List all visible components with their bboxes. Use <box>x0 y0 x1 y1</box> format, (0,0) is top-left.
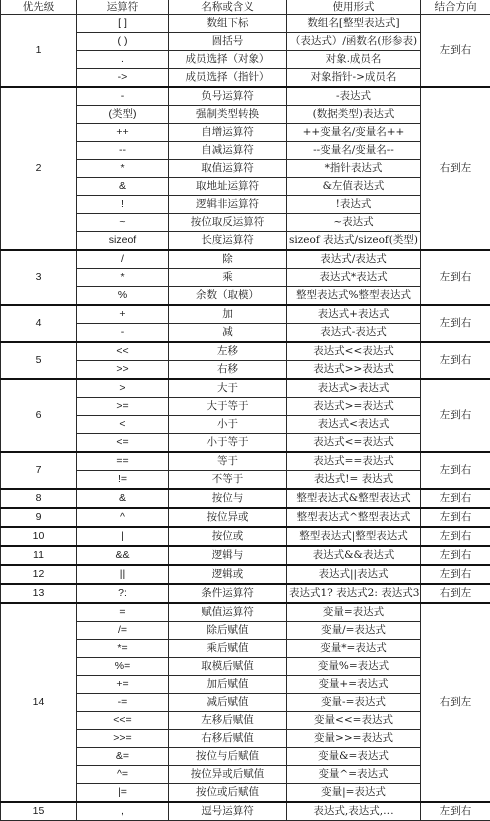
table-row <box>1 565 490 584</box>
name-cell: 长度运算符 <box>169 232 287 251</box>
operator-cell: * <box>77 269 169 287</box>
operator-cell: > <box>77 379 169 398</box>
usage-cell: sizeof 表达式/sizeof(类型) <box>287 232 421 251</box>
name-cell: 数组下标 <box>169 15 287 33</box>
operator-cell: - <box>77 87 169 106</box>
associativity-cell: 左到右 <box>421 250 490 305</box>
name-cell: 按位与后赋值 <box>169 748 287 766</box>
usage-cell: 表达式>>表达式 <box>287 361 421 380</box>
table-row <box>1 603 490 622</box>
usage-cell: 表达式||表达式 <box>287 565 421 584</box>
table-row <box>1 527 490 546</box>
operator-cell: >= <box>77 398 169 416</box>
usage-cell: 数组名[整型表达式] <box>287 15 421 33</box>
name-cell: 按位或 <box>169 527 287 546</box>
operator-cell: & <box>77 489 169 508</box>
priority-cell: 6 <box>1 379 77 452</box>
name-cell: 按位异或后赋值 <box>169 766 287 784</box>
name-cell: 除后赋值 <box>169 622 287 640</box>
name-cell: 余数（取模） <box>169 287 287 306</box>
table-row <box>1 250 490 269</box>
operator-cell: /= <box>77 622 169 640</box>
name-cell: 按位与 <box>169 489 287 508</box>
operator-cell: - <box>77 324 169 343</box>
priority-cell: 4 <box>1 305 77 342</box>
name-cell: 减后赋值 <box>169 694 287 712</box>
operator-cell: >>= <box>77 730 169 748</box>
table-row <box>1 87 490 106</box>
operator-cell: *= <box>77 640 169 658</box>
operator-cell: ^= <box>77 766 169 784</box>
operator-cell: || <box>77 565 169 584</box>
priority-cell: 10 <box>1 527 77 546</box>
usage-cell: 整型表达式&整型表达式 <box>287 489 421 508</box>
name-cell: 按位取反运算符 <box>169 214 287 232</box>
priority-cell: 8 <box>1 489 77 508</box>
operator-cell: -> <box>77 69 169 88</box>
operator-cell: ~ <box>77 214 169 232</box>
name-cell: 右移 <box>169 361 287 380</box>
name-cell: 强制类型转换 <box>169 106 287 124</box>
table-row <box>1 508 490 527</box>
name-cell: 负号运算符 <box>169 87 287 106</box>
usage-cell: 表达式<=表达式 <box>287 434 421 453</box>
table-row <box>1 546 490 565</box>
associativity-cell: 右到左 <box>421 603 490 802</box>
associativity-cell: 左到右 <box>421 305 490 342</box>
usage-cell: 变量&=表达式 <box>287 748 421 766</box>
priority-cell: 5 <box>1 342 77 379</box>
usage-cell: (数据类型)表达式 <box>287 106 421 124</box>
header-row <box>1 0 490 15</box>
header-usage: 使用形式 <box>287 0 421 15</box>
operator-cell: / <box>77 250 169 269</box>
usage-cell: 表达式/表达式 <box>287 250 421 269</box>
usage-cell: --变量名/变量名-- <box>287 142 421 160</box>
associativity-cell: 左到右 <box>421 379 490 452</box>
table-row <box>1 584 490 603</box>
name-cell: 逗号运算符 <box>169 802 287 821</box>
operator-cell: < <box>77 416 169 434</box>
name-cell: 大于等于 <box>169 398 287 416</box>
priority-cell: 1 <box>1 15 77 88</box>
name-cell: 大于 <box>169 379 287 398</box>
name-cell: 按位或后赋值 <box>169 784 287 803</box>
operator-cell: sizeof <box>77 232 169 251</box>
usage-cell: 整型表达式^整型表达式 <box>287 508 421 527</box>
operator-cell: %= <box>77 658 169 676</box>
associativity-cell: 左到右 <box>421 546 490 565</box>
priority-cell: 14 <box>1 603 77 802</box>
usage-cell: 表达式<表达式 <box>287 416 421 434</box>
usage-cell: *指针表达式 <box>287 160 421 178</box>
operator-cell: (类型) <box>77 106 169 124</box>
header-priority: 优先级 <box>1 0 77 15</box>
operator-cell: . <box>77 51 169 69</box>
usage-cell: ++变量名/变量名++ <box>287 124 421 142</box>
operator-cell: += <box>77 676 169 694</box>
name-cell: 条件运算符 <box>169 584 287 603</box>
operator-cell: ( ) <box>77 33 169 51</box>
header-operator: 运算符 <box>77 0 169 15</box>
name-cell: 乘 <box>169 269 287 287</box>
name-cell: 自增运算符 <box>169 124 287 142</box>
operator-cell: >> <box>77 361 169 380</box>
associativity-cell: 右到左 <box>421 584 490 603</box>
table-row <box>1 489 490 508</box>
header-name: 名称或含义 <box>169 0 287 15</box>
name-cell: 逻辑与 <box>169 546 287 565</box>
table-row <box>1 15 490 33</box>
name-cell: 逻辑或 <box>169 565 287 584</box>
usage-cell: 表达式>表达式 <box>287 379 421 398</box>
usage-cell: 对象指针->成员名 <box>287 69 421 88</box>
operator-cell: ! <box>77 196 169 214</box>
name-cell: 除 <box>169 250 287 269</box>
operator-cell: -- <box>77 142 169 160</box>
usage-cell: 变量%=表达式 <box>287 658 421 676</box>
usage-cell: 变量+=表达式 <box>287 676 421 694</box>
name-cell: 赋值运算符 <box>169 603 287 622</box>
table-body <box>1 15 490 821</box>
operator-cell: = <box>77 603 169 622</box>
priority-cell: 12 <box>1 565 77 584</box>
operator-cell: && <box>77 546 169 565</box>
associativity-cell: 左到右 <box>421 15 490 88</box>
operator-cell: | <box>77 527 169 546</box>
usage-cell: 变量=表达式 <box>287 603 421 622</box>
operator-cell: % <box>77 287 169 306</box>
name-cell: 取模后赋值 <box>169 658 287 676</box>
usage-cell: 整型表达式%整型表达式 <box>287 287 421 306</box>
priority-cell: 7 <box>1 452 77 489</box>
operator-cell: ^ <box>77 508 169 527</box>
operator-cell: + <box>77 305 169 324</box>
usage-cell: 表达式*表达式 <box>287 269 421 287</box>
priority-cell: 15 <box>1 802 77 821</box>
name-cell: 加 <box>169 305 287 324</box>
usage-cell: 变量*=表达式 <box>287 640 421 658</box>
usage-cell: 变量<<=表达式 <box>287 712 421 730</box>
usage-cell: 表达式1? 表达式2: 表达式3 <box>287 584 421 603</box>
table-row <box>1 305 490 324</box>
associativity-cell: 左到右 <box>421 565 490 584</box>
usage-cell: （表达式）/函数名(形参表) <box>287 33 421 51</box>
name-cell: 减 <box>169 324 287 343</box>
name-cell: 成员选择（指针） <box>169 69 287 88</box>
associativity-cell: 左到右 <box>421 489 490 508</box>
usage-cell: ~表达式 <box>287 214 421 232</box>
associativity-cell: 左到右 <box>421 452 490 489</box>
name-cell: 取值运算符 <box>169 160 287 178</box>
usage-cell: 对象.成员名 <box>287 51 421 69</box>
name-cell: 乘后赋值 <box>169 640 287 658</box>
operator-cell: &= <box>77 748 169 766</box>
operator-cell: & <box>77 178 169 196</box>
table-row <box>1 342 490 361</box>
priority-cell: 9 <box>1 508 77 527</box>
name-cell: 圆括号 <box>169 33 287 51</box>
operator-cell: , <box>77 802 169 821</box>
usage-cell: 整型表达式|整型表达式 <box>287 527 421 546</box>
priority-cell: 2 <box>1 87 77 250</box>
name-cell: 等于 <box>169 452 287 471</box>
name-cell: 不等于 <box>169 471 287 490</box>
operator-cell: * <box>77 160 169 178</box>
associativity-cell: 左到右 <box>421 802 490 821</box>
name-cell: 右移后赋值 <box>169 730 287 748</box>
operator-cell: |= <box>77 784 169 803</box>
usage-cell: 表达式+表达式 <box>287 305 421 324</box>
operator-cell: <= <box>77 434 169 453</box>
usage-cell: 表达式,表达式,… <box>287 802 421 821</box>
name-cell: 小于 <box>169 416 287 434</box>
name-cell: 取地址运算符 <box>169 178 287 196</box>
operator-cell: <<= <box>77 712 169 730</box>
usage-cell: 表达式&&表达式 <box>287 546 421 565</box>
usage-cell: 变量>>=表达式 <box>287 730 421 748</box>
usage-cell: 表达式==表达式 <box>287 452 421 471</box>
usage-cell: 表达式!= 表达式 <box>287 471 421 490</box>
operator-cell: == <box>77 452 169 471</box>
table-row <box>1 802 490 821</box>
usage-cell: 变量-=表达式 <box>287 694 421 712</box>
header-associativity: 结合方向 <box>421 0 490 15</box>
usage-cell: 表达式-表达式 <box>287 324 421 343</box>
name-cell: 左移后赋值 <box>169 712 287 730</box>
operator-cell: != <box>77 471 169 490</box>
name-cell: 左移 <box>169 342 287 361</box>
table-row <box>1 379 490 398</box>
associativity-cell: 左到右 <box>421 508 490 527</box>
usage-cell: 变量|=表达式 <box>287 784 421 803</box>
usage-cell: &左值表达式 <box>287 178 421 196</box>
operator-cell: [ ] <box>77 15 169 33</box>
priority-cell: 13 <box>1 584 77 603</box>
usage-cell: !表达式 <box>287 196 421 214</box>
table-row <box>1 452 490 471</box>
operator-cell: ?: <box>77 584 169 603</box>
name-cell: 成员选择（对象） <box>169 51 287 69</box>
associativity-cell: 右到左 <box>421 87 490 250</box>
priority-cell: 11 <box>1 546 77 565</box>
operator-cell: ++ <box>77 124 169 142</box>
operator-cell: << <box>77 342 169 361</box>
usage-cell: 表达式>=表达式 <box>287 398 421 416</box>
name-cell: 自减运算符 <box>169 142 287 160</box>
operator-cell: -= <box>77 694 169 712</box>
name-cell: 加后赋值 <box>169 676 287 694</box>
usage-cell: 变量/=表达式 <box>287 622 421 640</box>
priority-cell: 3 <box>1 250 77 305</box>
name-cell: 逻辑非运算符 <box>169 196 287 214</box>
usage-cell: 表达式<<表达式 <box>287 342 421 361</box>
usage-cell: -表达式 <box>287 87 421 106</box>
associativity-cell: 左到右 <box>421 527 490 546</box>
name-cell: 小于等于 <box>169 434 287 453</box>
associativity-cell: 左到右 <box>421 342 490 379</box>
usage-cell: 变量^=表达式 <box>287 766 421 784</box>
name-cell: 按位异或 <box>169 508 287 527</box>
